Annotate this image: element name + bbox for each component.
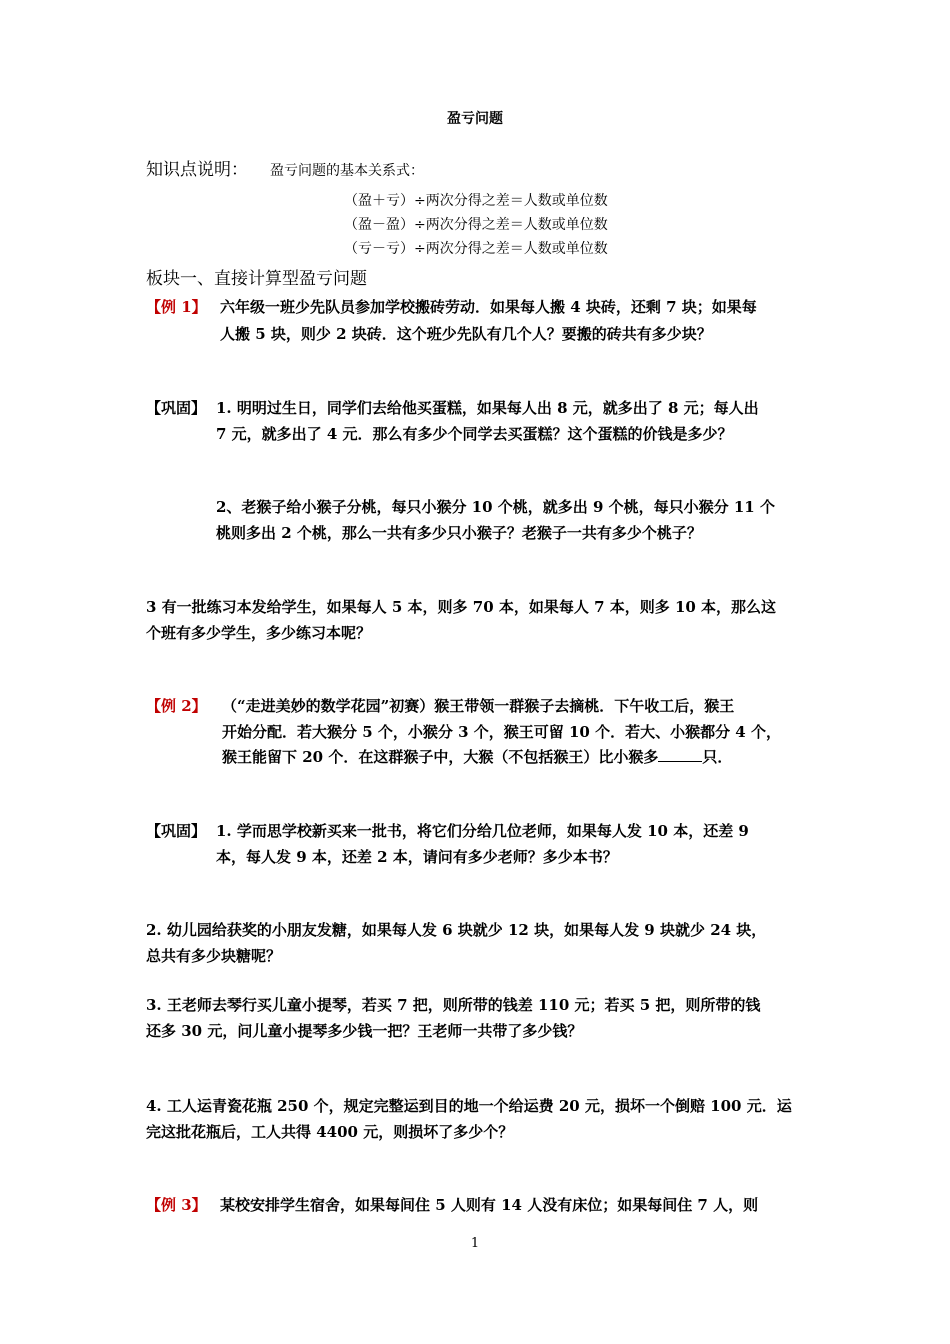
example-1-line-2: 人搬 5 块，则少 2 块砖．这个班少先队有几个人？要搬的砖共有多少块？ — [220, 325, 712, 343]
section-heading: 板块一、直接计算型盈亏问题 — [146, 269, 367, 289]
consolidation-2-q1-line-2: 本，每人发 9 本，还差 2 本，请问有多少老师？多少本书？ — [216, 848, 618, 866]
formula-1: （盈＋亏）÷两次分得之差＝人数或单位数 — [344, 193, 608, 209]
knowledge-label: 知识点说明： — [146, 160, 248, 180]
consolidation-1-q1-line-1: 1. 明明过生日，同学们去给他买蛋糕，如果每人出 8 元，就多出了 8 元；每人出 — [216, 399, 759, 417]
consolidation-1-q2-line-2: 桃则多出 2 个桃，那么一共有多少只小猴子？老猴子一共有多少个桃子？ — [216, 524, 702, 542]
consolidation-1-q2-line-1: 2、老猴子给小猴子分桃，每只小猴分 10 个桃，就多出 9 个桃，每只小猴分 11 个 — [216, 498, 775, 516]
example-1-line-1: 六年级一班少先队员参加学校搬砖劳动．如果每人搬 4 块砖，还剩 7 块；如果每 — [220, 298, 757, 316]
consolidation-2-q3-line-2: 还多 30 元，问儿童小提琴多少钱一把？王老师一共带了多少钱？ — [146, 1022, 583, 1040]
example-2-line-3-end: 只． — [702, 748, 733, 766]
page-title: 盈亏问题 — [447, 111, 503, 127]
page-number: 1 — [470, 1236, 480, 1251]
example-3-tag: 【例 3】 — [146, 1196, 207, 1214]
consolidation-2-q3-line-1: 3. 王老师去琴行买儿童小提琴，若买 7 把，则所带的钱差 110 元；若买 5 把，则所带的钱 — [146, 996, 761, 1014]
example-3-line-1: 某校安排学生宿舍，如果每间住 5 人则有 14 人没有床位；如果每间住 7 人，则 — [220, 1196, 759, 1214]
consolidation-1-q3-line-1: 3 有一批练习本发给学生，如果每人 5 本，则多 70 本，如果每人 7 本，则多 10 本，那么这 — [146, 598, 777, 616]
consolidation-1-q3-line-2: 个班有多少学生，多少练习本呢？ — [146, 624, 372, 642]
example-2-line-3-text: 猴王能留下 20 个．在这群猴子中，大猴（不包括猴王）比小猴多 — [222, 748, 659, 766]
consolidation-1-tag: 【巩固】 — [146, 399, 207, 417]
consolidation-1-q1-line-2: 7 元，就多出了 4 元．那么有多少个同学去买蛋糕？这个蛋糕的价钱是多少？ — [216, 425, 733, 443]
formula-2: （盈－盈）÷两次分得之差＝人数或单位数 — [344, 217, 608, 233]
example-1-tag: 【例 1】 — [146, 298, 207, 316]
consolidation-2-q1-line-1: 1. 学而思学校新买来一批书，将它们分给几位老师，如果每人发 10 本，还差 9 — [216, 822, 749, 840]
example-2-line-2: 开始分配．若大猴分 5 个，小猴分 3 个，猴王可留 10 个．若大、小猴都分 4 个， — [222, 723, 781, 741]
example-2-tag: 【例 2】 — [146, 697, 207, 715]
consolidation-2-q2-line-1: 2. 幼儿园给获奖的小朋友发糖，如果每人发 6 块就少 12 块，如果每人发 9 块就少 24 块， — [146, 921, 767, 939]
example-2-line-1: （“走进美妙的数学花园”初赛）猴王带领一群猴子去摘桃．下午收工后，猴王 — [222, 697, 735, 715]
consolidation-2-q4-line-1: 4. 工人运青瓷花瓶 250 个，规定完整运到目的地一个给运费 20 元，损坏一个倒赔 100 元．运 — [146, 1097, 792, 1115]
consolidation-2-q4-line-2: 完这批花瓶后，工人共得 4400 元，则损坏了多少个？ — [146, 1123, 514, 1141]
consolidation-2-q2-line-2: 总共有多少块糖呢？ — [146, 947, 282, 965]
formula-3: （亏－亏）÷两次分得之差＝人数或单位数 — [344, 241, 608, 257]
example-2-line-3 — [222, 746, 732, 767]
knowledge-intro: 盈亏问题的基本关系式： — [270, 163, 424, 179]
consolidation-2-tag: 【巩固】 — [146, 822, 207, 840]
answer-blank[interactable] — [658, 747, 702, 762]
